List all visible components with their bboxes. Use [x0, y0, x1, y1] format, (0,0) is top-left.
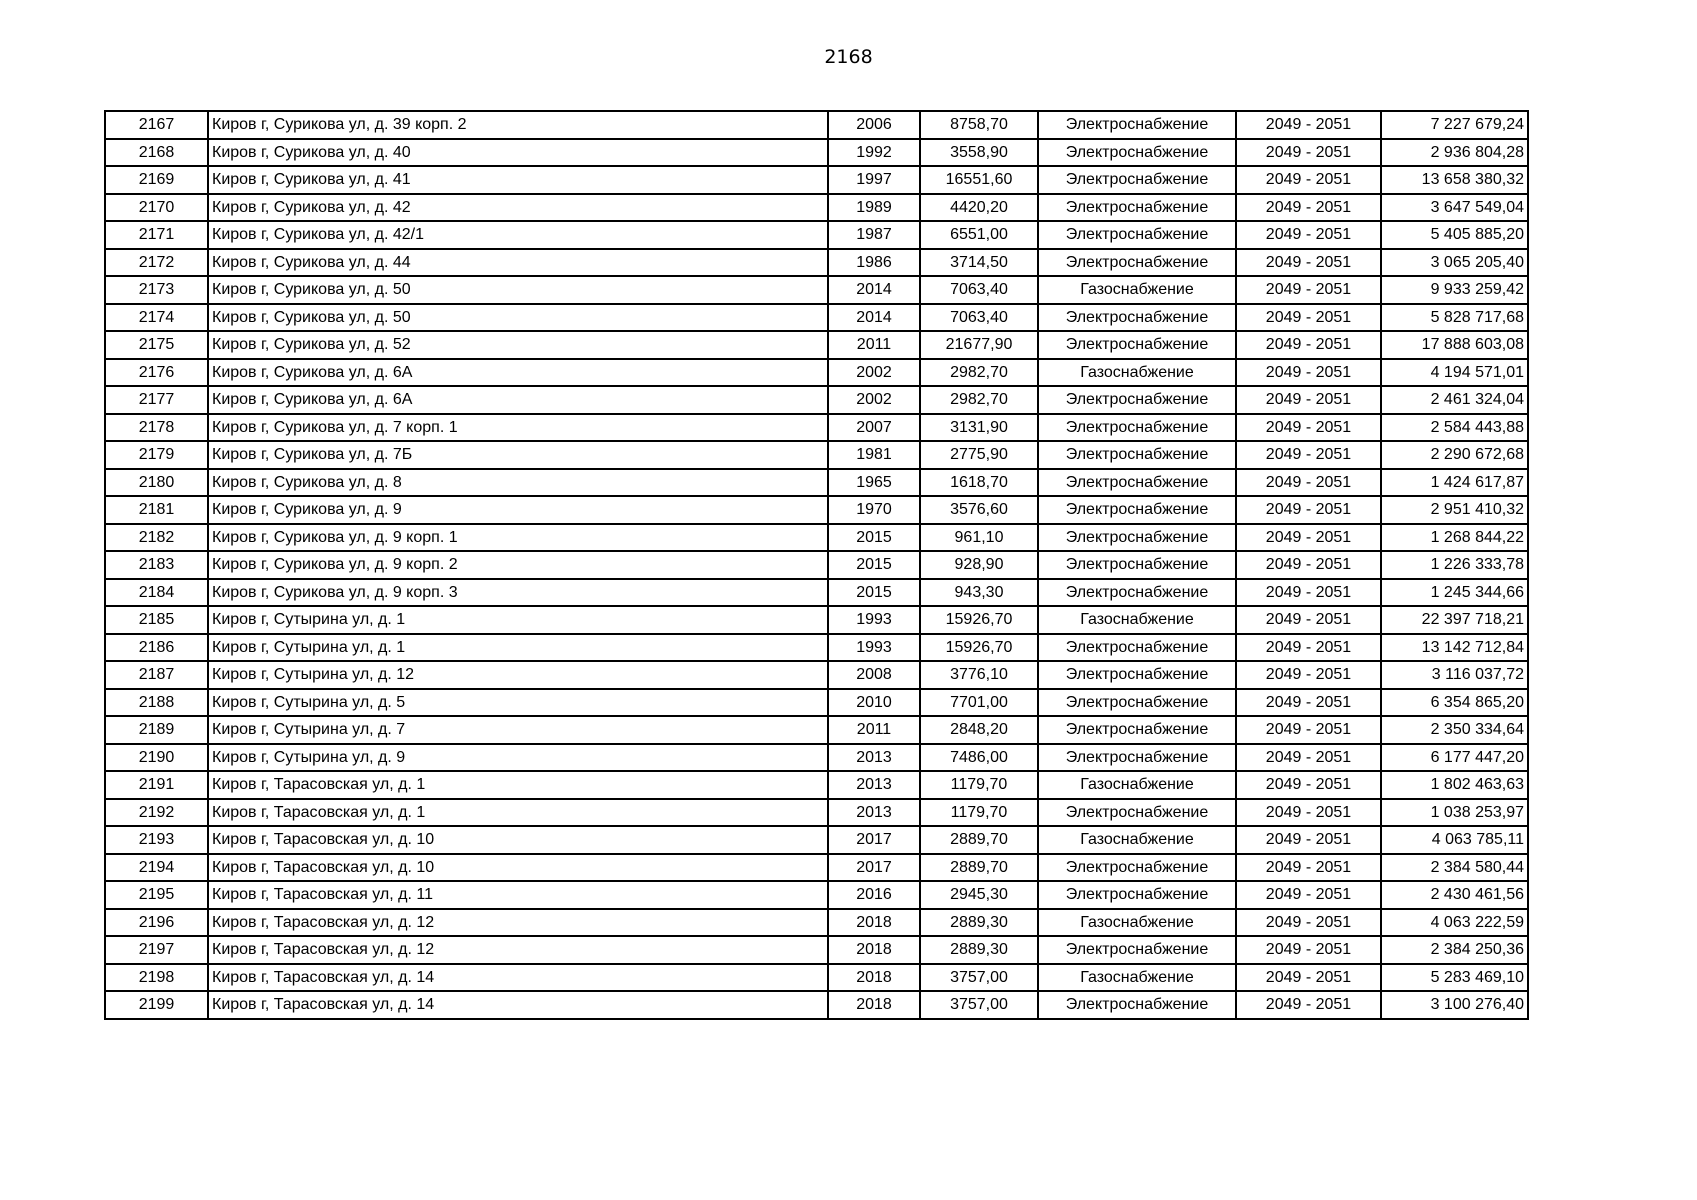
row-number-cell: 2170: [105, 194, 208, 222]
table-row: [105, 881, 1528, 909]
cost-cell: 2 350 334,64: [1381, 716, 1528, 744]
area-cell: 2889,70: [920, 826, 1038, 854]
cost-cell: 2 430 461,56: [1381, 881, 1528, 909]
cost-cell: 2 290 672,68: [1381, 441, 1528, 469]
year-cell: 2015: [828, 524, 920, 552]
period-cell: 2049 - 2051: [1236, 744, 1381, 772]
row-number-cell: 2168: [105, 139, 208, 167]
table-row: [105, 359, 1528, 387]
year-cell: 2018: [828, 964, 920, 992]
table-row: [105, 936, 1528, 964]
year-cell: 2018: [828, 936, 920, 964]
period-cell: 2049 - 2051: [1236, 716, 1381, 744]
period-cell: 2049 - 2051: [1236, 194, 1381, 222]
period-cell: 2049 - 2051: [1236, 276, 1381, 304]
area-cell: 4420,20: [920, 194, 1038, 222]
cost-cell: 5 405 885,20: [1381, 221, 1528, 249]
year-cell: 1997: [828, 166, 920, 194]
table-row: [105, 496, 1528, 524]
table-row: [105, 221, 1528, 249]
row-number-cell: 2176: [105, 359, 208, 387]
service-cell: Электроснабжение: [1038, 689, 1236, 717]
service-cell: Газоснабжение: [1038, 826, 1236, 854]
table-row: [105, 524, 1528, 552]
area-cell: 3714,50: [920, 249, 1038, 277]
row-number-cell: 2182: [105, 524, 208, 552]
service-cell: Газоснабжение: [1038, 359, 1236, 387]
period-cell: 2049 - 2051: [1236, 909, 1381, 937]
area-cell: 2889,70: [920, 854, 1038, 882]
service-cell: Электроснабжение: [1038, 249, 1236, 277]
period-cell: 2049 - 2051: [1236, 166, 1381, 194]
service-cell: Электроснабжение: [1038, 469, 1236, 497]
table-row: [105, 194, 1528, 222]
year-cell: 1987: [828, 221, 920, 249]
service-cell: Газоснабжение: [1038, 964, 1236, 992]
address-cell: Киров г, Тарасовская ул, д. 10: [208, 854, 828, 882]
address-cell: Киров г, Сурикова ул, д. 52: [208, 331, 828, 359]
row-number-cell: 2194: [105, 854, 208, 882]
service-cell: Электроснабжение: [1038, 661, 1236, 689]
table-row: [105, 689, 1528, 717]
area-cell: 7486,00: [920, 744, 1038, 772]
table-row: [105, 139, 1528, 167]
row-number-cell: 2181: [105, 496, 208, 524]
period-cell: 2049 - 2051: [1236, 496, 1381, 524]
area-cell: 7701,00: [920, 689, 1038, 717]
table-row: [105, 826, 1528, 854]
year-cell: 2002: [828, 386, 920, 414]
address-cell: Киров г, Тарасовская ул, д. 14: [208, 991, 828, 1019]
period-cell: 2049 - 2051: [1236, 606, 1381, 634]
cost-cell: 2 384 250,36: [1381, 936, 1528, 964]
table-row: [105, 111, 1528, 139]
row-number-cell: 2177: [105, 386, 208, 414]
period-cell: 2049 - 2051: [1236, 524, 1381, 552]
period-cell: 2049 - 2051: [1236, 799, 1381, 827]
table-row: [105, 716, 1528, 744]
address-cell: Киров г, Сутырина ул, д. 12: [208, 661, 828, 689]
year-cell: 2011: [828, 331, 920, 359]
period-cell: 2049 - 2051: [1236, 964, 1381, 992]
service-cell: Электроснабжение: [1038, 139, 1236, 167]
address-cell: Киров г, Сурикова ул, д. 9 корп. 1: [208, 524, 828, 552]
address-cell: Киров г, Сурикова ул, д. 9 корп. 2: [208, 551, 828, 579]
area-cell: 928,90: [920, 551, 1038, 579]
cost-cell: 1 802 463,63: [1381, 771, 1528, 799]
row-number-cell: 2180: [105, 469, 208, 497]
period-cell: 2049 - 2051: [1236, 359, 1381, 387]
year-cell: 2008: [828, 661, 920, 689]
row-number-cell: 2173: [105, 276, 208, 304]
row-number-cell: 2186: [105, 634, 208, 662]
area-cell: 7063,40: [920, 276, 1038, 304]
address-cell: Киров г, Сурикова ул, д. 42/1: [208, 221, 828, 249]
period-cell: 2049 - 2051: [1236, 634, 1381, 662]
service-cell: Электроснабжение: [1038, 551, 1236, 579]
service-cell: Электроснабжение: [1038, 386, 1236, 414]
cost-cell: 3 647 549,04: [1381, 194, 1528, 222]
row-number-cell: 2167: [105, 111, 208, 139]
table-row: [105, 606, 1528, 634]
address-cell: Киров г, Сурикова ул, д. 50: [208, 304, 828, 332]
cost-cell: 7 227 679,24: [1381, 111, 1528, 139]
address-cell: Киров г, Тарасовская ул, д. 12: [208, 909, 828, 937]
period-cell: 2049 - 2051: [1236, 111, 1381, 139]
service-cell: Газоснабжение: [1038, 909, 1236, 937]
row-number-cell: 2183: [105, 551, 208, 579]
cost-cell: 5 828 717,68: [1381, 304, 1528, 332]
cost-cell: 6 177 447,20: [1381, 744, 1528, 772]
address-cell: Киров г, Тарасовская ул, д. 11: [208, 881, 828, 909]
service-cell: Электроснабжение: [1038, 221, 1236, 249]
period-cell: 2049 - 2051: [1236, 221, 1381, 249]
cost-cell: 13 658 380,32: [1381, 166, 1528, 194]
cost-cell: 3 065 205,40: [1381, 249, 1528, 277]
period-cell: 2049 - 2051: [1236, 469, 1381, 497]
address-cell: Киров г, Сурикова ул, д. 8: [208, 469, 828, 497]
address-cell: Киров г, Сутырина ул, д. 7: [208, 716, 828, 744]
address-cell: Киров г, Сурикова ул, д. 9 корп. 3: [208, 579, 828, 607]
period-cell: 2049 - 2051: [1236, 386, 1381, 414]
service-cell: Электроснабжение: [1038, 936, 1236, 964]
area-cell: 3131,90: [920, 414, 1038, 442]
period-cell: 2049 - 2051: [1236, 579, 1381, 607]
area-cell: 1179,70: [920, 799, 1038, 827]
year-cell: 2014: [828, 304, 920, 332]
row-number-cell: 2174: [105, 304, 208, 332]
area-cell: 16551,60: [920, 166, 1038, 194]
table-row: [105, 166, 1528, 194]
row-number-cell: 2184: [105, 579, 208, 607]
area-cell: 1179,70: [920, 771, 1038, 799]
year-cell: 2011: [828, 716, 920, 744]
cost-cell: 3 116 037,72: [1381, 661, 1528, 689]
row-number-cell: 2192: [105, 799, 208, 827]
table-row: [105, 414, 1528, 442]
table-row: [105, 249, 1528, 277]
period-cell: 2049 - 2051: [1236, 826, 1381, 854]
address-cell: Киров г, Тарасовская ул, д. 12: [208, 936, 828, 964]
year-cell: 2013: [828, 744, 920, 772]
row-number-cell: 2197: [105, 936, 208, 964]
year-cell: 1992: [828, 139, 920, 167]
area-cell: 3776,10: [920, 661, 1038, 689]
row-number-cell: 2189: [105, 716, 208, 744]
address-cell: Киров г, Тарасовская ул, д. 1: [208, 799, 828, 827]
area-cell: 943,30: [920, 579, 1038, 607]
row-number-cell: 2172: [105, 249, 208, 277]
cost-cell: 1 245 344,66: [1381, 579, 1528, 607]
area-cell: 3757,00: [920, 964, 1038, 992]
cost-cell: 2 461 324,04: [1381, 386, 1528, 414]
table-row: [105, 634, 1528, 662]
service-cell: Электроснабжение: [1038, 881, 1236, 909]
table-row: [105, 909, 1528, 937]
year-cell: 1993: [828, 606, 920, 634]
year-cell: 2002: [828, 359, 920, 387]
period-cell: 2049 - 2051: [1236, 991, 1381, 1019]
area-cell: 7063,40: [920, 304, 1038, 332]
area-cell: 2982,70: [920, 386, 1038, 414]
row-number-cell: 2195: [105, 881, 208, 909]
service-cell: Электроснабжение: [1038, 716, 1236, 744]
cost-cell: 1 268 844,22: [1381, 524, 1528, 552]
table-row: [105, 991, 1528, 1019]
year-cell: 2017: [828, 826, 920, 854]
year-cell: 1965: [828, 469, 920, 497]
area-cell: 15926,70: [920, 606, 1038, 634]
cost-cell: 13 142 712,84: [1381, 634, 1528, 662]
row-number-cell: 2169: [105, 166, 208, 194]
service-cell: Электроснабжение: [1038, 414, 1236, 442]
table-row: [105, 661, 1528, 689]
address-cell: Киров г, Сурикова ул, д. 39 корп. 2: [208, 111, 828, 139]
period-cell: 2049 - 2051: [1236, 331, 1381, 359]
service-cell: Электроснабжение: [1038, 194, 1236, 222]
cost-cell: 1 424 617,87: [1381, 469, 1528, 497]
area-cell: 8758,70: [920, 111, 1038, 139]
row-number-cell: 2191: [105, 771, 208, 799]
address-cell: Киров г, Сурикова ул, д. 7 корп. 1: [208, 414, 828, 442]
cost-cell: 3 100 276,40: [1381, 991, 1528, 1019]
table-row: [105, 799, 1528, 827]
area-cell: 3558,90: [920, 139, 1038, 167]
service-cell: Электроснабжение: [1038, 579, 1236, 607]
service-cell: Электроснабжение: [1038, 441, 1236, 469]
year-cell: 2010: [828, 689, 920, 717]
cost-cell: 6 354 865,20: [1381, 689, 1528, 717]
service-cell: Электроснабжение: [1038, 634, 1236, 662]
period-cell: 2049 - 2051: [1236, 854, 1381, 882]
year-cell: 1989: [828, 194, 920, 222]
registry-table: [104, 110, 1529, 1020]
cost-cell: 2 384 580,44: [1381, 854, 1528, 882]
table-row: [105, 331, 1528, 359]
address-cell: Киров г, Тарасовская ул, д. 10: [208, 826, 828, 854]
cost-cell: 5 283 469,10: [1381, 964, 1528, 992]
address-cell: Киров г, Сурикова ул, д. 50: [208, 276, 828, 304]
cost-cell: 2 584 443,88: [1381, 414, 1528, 442]
area-cell: 2945,30: [920, 881, 1038, 909]
service-cell: Электроснабжение: [1038, 331, 1236, 359]
area-cell: 2889,30: [920, 936, 1038, 964]
service-cell: Электроснабжение: [1038, 991, 1236, 1019]
service-cell: Электроснабжение: [1038, 854, 1236, 882]
row-number-cell: 2198: [105, 964, 208, 992]
table-row: [105, 771, 1528, 799]
area-cell: 1618,70: [920, 469, 1038, 497]
cost-cell: 2 936 804,28: [1381, 139, 1528, 167]
address-cell: Киров г, Сурикова ул, д. 42: [208, 194, 828, 222]
period-cell: 2049 - 2051: [1236, 304, 1381, 332]
table-row: [105, 854, 1528, 882]
period-cell: 2049 - 2051: [1236, 661, 1381, 689]
service-cell: Электроснабжение: [1038, 166, 1236, 194]
row-number-cell: 2179: [105, 441, 208, 469]
row-number-cell: 2171: [105, 221, 208, 249]
table-body: [105, 111, 1528, 1019]
service-cell: Газоснабжение: [1038, 606, 1236, 634]
table-row: [105, 386, 1528, 414]
row-number-cell: 2175: [105, 331, 208, 359]
period-cell: 2049 - 2051: [1236, 441, 1381, 469]
year-cell: 1981: [828, 441, 920, 469]
area-cell: 3576,60: [920, 496, 1038, 524]
period-cell: 2049 - 2051: [1236, 689, 1381, 717]
year-cell: 2018: [828, 909, 920, 937]
table-row: [105, 551, 1528, 579]
year-cell: 2013: [828, 771, 920, 799]
row-number-cell: 2188: [105, 689, 208, 717]
service-cell: Газоснабжение: [1038, 771, 1236, 799]
address-cell: Киров г, Сурикова ул, д. 6А: [208, 359, 828, 387]
table-row: [105, 469, 1528, 497]
area-cell: 6551,00: [920, 221, 1038, 249]
address-cell: Киров г, Сурикова ул, д. 40: [208, 139, 828, 167]
service-cell: Электроснабжение: [1038, 524, 1236, 552]
area-cell: 961,10: [920, 524, 1038, 552]
cost-cell: 1 226 333,78: [1381, 551, 1528, 579]
year-cell: 1970: [828, 496, 920, 524]
cost-cell: 4 063 785,11: [1381, 826, 1528, 854]
cost-cell: 1 038 253,97: [1381, 799, 1528, 827]
year-cell: 2015: [828, 579, 920, 607]
year-cell: 2013: [828, 799, 920, 827]
area-cell: 2889,30: [920, 909, 1038, 937]
address-cell: Киров г, Сутырина ул, д. 9: [208, 744, 828, 772]
cost-cell: 9 933 259,42: [1381, 276, 1528, 304]
table-row: [105, 304, 1528, 332]
service-cell: Электроснабжение: [1038, 799, 1236, 827]
address-cell: Киров г, Сурикова ул, д. 7Б: [208, 441, 828, 469]
year-cell: 2006: [828, 111, 920, 139]
year-cell: 2015: [828, 551, 920, 579]
area-cell: 21677,90: [920, 331, 1038, 359]
address-cell: Киров г, Тарасовская ул, д. 14: [208, 964, 828, 992]
row-number-cell: 2193: [105, 826, 208, 854]
address-cell: Киров г, Сутырина ул, д. 1: [208, 606, 828, 634]
area-cell: 2982,70: [920, 359, 1038, 387]
address-cell: Киров г, Сурикова ул, д. 9: [208, 496, 828, 524]
address-cell: Киров г, Сурикова ул, д. 44: [208, 249, 828, 277]
period-cell: 2049 - 2051: [1236, 414, 1381, 442]
page-number: 2168: [824, 46, 873, 68]
table-row: [105, 744, 1528, 772]
service-cell: Электроснабжение: [1038, 744, 1236, 772]
service-cell: Электроснабжение: [1038, 111, 1236, 139]
table-row: [105, 441, 1528, 469]
area-cell: 2775,90: [920, 441, 1038, 469]
service-cell: Электроснабжение: [1038, 304, 1236, 332]
row-number-cell: 2187: [105, 661, 208, 689]
cost-cell: 22 397 718,21: [1381, 606, 1528, 634]
cost-cell: 2 951 410,32: [1381, 496, 1528, 524]
row-number-cell: 2199: [105, 991, 208, 1019]
row-number-cell: 2196: [105, 909, 208, 937]
address-cell: Киров г, Сурикова ул, д. 41: [208, 166, 828, 194]
table-row: [105, 579, 1528, 607]
area-cell: 15926,70: [920, 634, 1038, 662]
row-number-cell: 2178: [105, 414, 208, 442]
year-cell: 2007: [828, 414, 920, 442]
year-cell: 1993: [828, 634, 920, 662]
period-cell: 2049 - 2051: [1236, 249, 1381, 277]
cost-cell: 17 888 603,08: [1381, 331, 1528, 359]
period-cell: 2049 - 2051: [1236, 936, 1381, 964]
address-cell: Киров г, Сутырина ул, д. 1: [208, 634, 828, 662]
area-cell: 2848,20: [920, 716, 1038, 744]
year-cell: 2017: [828, 854, 920, 882]
service-cell: Газоснабжение: [1038, 276, 1236, 304]
period-cell: 2049 - 2051: [1236, 139, 1381, 167]
address-cell: Киров г, Тарасовская ул, д. 1: [208, 771, 828, 799]
row-number-cell: 2185: [105, 606, 208, 634]
year-cell: 1986: [828, 249, 920, 277]
table-row: [105, 276, 1528, 304]
period-cell: 2049 - 2051: [1236, 551, 1381, 579]
year-cell: 2014: [828, 276, 920, 304]
address-cell: Киров г, Сурикова ул, д. 6А: [208, 386, 828, 414]
period-cell: 2049 - 2051: [1236, 771, 1381, 799]
cost-cell: 4 194 571,01: [1381, 359, 1528, 387]
period-cell: 2049 - 2051: [1236, 881, 1381, 909]
year-cell: 2018: [828, 991, 920, 1019]
table-row: [105, 964, 1528, 992]
area-cell: 3757,00: [920, 991, 1038, 1019]
year-cell: 2016: [828, 881, 920, 909]
row-number-cell: 2190: [105, 744, 208, 772]
cost-cell: 4 063 222,59: [1381, 909, 1528, 937]
address-cell: Киров г, Сутырина ул, д. 5: [208, 689, 828, 717]
service-cell: Электроснабжение: [1038, 496, 1236, 524]
